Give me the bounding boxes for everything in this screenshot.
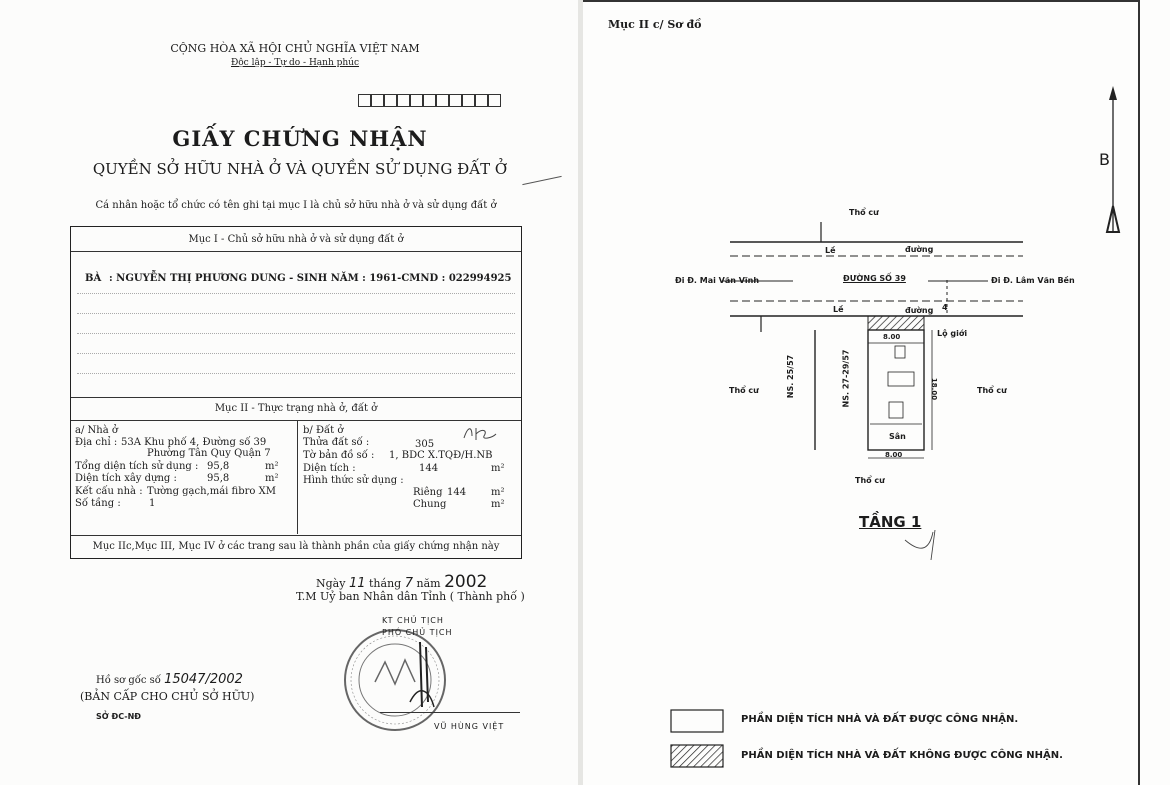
label-le-top: Lề — [825, 246, 836, 255]
legend-not-recognized: PHẦN DIỆN TÍCH NHÀ VÀ ĐẤT KHÔNG ĐƯỢC CÔNG NHẬN. — [741, 750, 1063, 761]
label-dim-bottom: 8.00 — [885, 451, 903, 459]
certificate-table — [70, 226, 522, 559]
motto: Độc lập - Tự do - Hạnh phúc — [230, 58, 360, 68]
label-tho-cu-top: Thổ cư — [849, 208, 879, 217]
handwritten-initials — [462, 424, 502, 442]
built-area-label: Diện tích xây dựng : — [75, 473, 177, 484]
serial-box — [397, 94, 410, 107]
serial-box — [358, 94, 371, 107]
label-dim-street: 4 — [942, 303, 948, 312]
label-dim-right: 18.00 — [930, 377, 939, 401]
land-area-label: Diện tích : — [303, 463, 356, 474]
serial-box — [488, 94, 501, 107]
north-label: B — [1099, 150, 1110, 169]
total-area-label: Tổng diện tích sử dụng : — [75, 461, 199, 472]
serial-box — [449, 94, 462, 107]
legend-recognized: PHẦN DIỆN TÍCH NHÀ VÀ ĐẤT ĐƯỢC CÔNG NHẬN. — [741, 714, 1019, 725]
certificate-front-page — [0, 0, 578, 785]
date-year: 2002 — [444, 572, 488, 592]
label-right-road: Đi Đ. Lâm Văn Bền — [991, 276, 1075, 285]
section2-title: Mục II - Thực trạng nhà ở, đất ở — [214, 403, 378, 414]
plot-value: 305 — [415, 439, 435, 450]
site-plan — [583, 0, 1170, 785]
footnote: Mục IIc,Mục III, Mục IV ở các trang sau là thành phần của giấy chứng nhận này — [92, 541, 500, 552]
file-label: Hồ sơ gốc số — [96, 675, 161, 686]
map-sheet-value: 1, BDC X.TQĐ/H.NB — [389, 450, 493, 461]
pen-mark — [522, 176, 561, 185]
national-title: CỘNG HÒA XÃ HỘI CHỦ NGHĨA VIỆT NAM — [170, 42, 420, 55]
file-number — [96, 672, 243, 687]
serial-box — [423, 94, 436, 107]
owner-line: : NGUYỄN THỊ PHƯƠNG DUNG - SINH NĂM : 1961-CMND : 022994925 — [109, 273, 512, 284]
built-area-unit: m² — [265, 473, 279, 484]
label-dim-top: 8.00 — [883, 333, 901, 341]
date-month-label: tháng — [369, 577, 402, 590]
label-duong-top: đường — [905, 245, 934, 254]
structure-value: Tường gạch,mái fibro XM — [147, 486, 276, 497]
file-value: 15047/2002 — [164, 672, 243, 687]
label-tho-cu-left: Thổ cư — [729, 386, 759, 395]
date-day: 11 — [348, 576, 366, 591]
certificate-title: GIẤY CHỨNG NHẬN — [172, 126, 428, 151]
total-area-unit: m² — [265, 461, 279, 472]
label-le-bottom: Lề — [833, 305, 844, 314]
signature-line — [380, 712, 520, 713]
intro-text: Cá nhân hoặc tổ chức có tên ghi tại mục I là chủ sở hữu nhà ở và sử dụng đất ở — [95, 200, 497, 211]
floors-value: 1 — [149, 498, 156, 509]
certificate-map-page — [583, 0, 1170, 785]
serial-box — [436, 94, 449, 107]
private-value: 144 — [447, 487, 467, 498]
label-left-lot: NS. 25/57 — [786, 354, 796, 399]
total-area-value: 95,8 — [207, 461, 230, 472]
address-line2: Phường Tân Quy Quận 7 — [147, 448, 271, 459]
shared-label: Chung — [413, 499, 447, 510]
plot-label: Thửa đất số : — [303, 437, 370, 448]
dept: SỞ ĐC-NĐ — [96, 712, 142, 721]
serial-box — [410, 94, 423, 107]
floor-label: TẦNG 1 — [859, 513, 922, 531]
signer-title-2: PHÓ CHỦ TỊCH — [382, 628, 453, 637]
structure-label: Kết cấu nhà : — [75, 486, 143, 497]
label-left-road: Đi Đ. Mai Văn Vĩnh — [675, 276, 760, 285]
date-prefix: Ngày — [316, 577, 346, 590]
date-month: 7 — [404, 576, 413, 591]
section1-title: Mục I - Chủ sở hữu nhà ở và sử dụng đất ở — [188, 234, 404, 245]
house-heading: a/ Nhà ở — [75, 425, 118, 436]
label-right-lot: NS. 27-29/57 — [841, 349, 851, 408]
private-label: Riêng — [413, 487, 443, 498]
address-line1: 53A Khu phố 4, Đường số 39 — [121, 437, 267, 448]
signer-name: VŨ HÙNG VIỆT — [434, 722, 505, 731]
date-year-label: năm — [416, 577, 441, 590]
shared-unit: m² — [491, 499, 505, 510]
land-heading: b/ Đất ở — [303, 425, 344, 436]
copy-note: (BẢN CẤP CHO CHỦ SỞ HỮU) — [80, 690, 255, 703]
label-street: ĐƯỜNG SỐ 39 — [843, 274, 906, 283]
label-lo-gioi: Lộ giới — [937, 329, 968, 338]
built-area-value: 95,8 — [207, 473, 230, 484]
serial-box — [371, 94, 384, 107]
label-duong-bottom: đường — [905, 306, 934, 315]
map-sheet-label: Tờ bản đồ số : — [303, 450, 375, 461]
map-header: Mục II c/ Sơ đồ — [608, 18, 702, 31]
label-san: Sân — [889, 432, 906, 441]
serial-box — [384, 94, 397, 107]
label-tho-cu-right: Thổ cư — [977, 386, 1007, 395]
owner-prefix: BÀ — [85, 273, 102, 284]
signer-title-1: KT CHỦ TỊCH — [382, 616, 444, 625]
certificate-subtitle: QUYỀN SỞ HỮU NHÀ Ở VÀ QUYỀN SỬ DỤNG ĐẤT Ở — [92, 160, 508, 178]
land-area-unit: m² — [491, 463, 505, 474]
private-unit: m² — [491, 487, 505, 498]
serial-number-boxes — [358, 94, 501, 107]
usage-label: Hình thức sử dụng : — [303, 475, 404, 486]
land-area-value: 144 — [419, 463, 439, 474]
label-tho-cu-bottom: Thổ cư — [855, 476, 885, 485]
issue-date — [316, 572, 487, 592]
serial-box — [462, 94, 475, 107]
address-label: Địa chỉ : — [75, 437, 118, 448]
serial-box — [475, 94, 488, 107]
floors-label: Số tầng : — [75, 498, 121, 509]
issuer: T.M Uỷ ban Nhân dân Tỉnh ( Thành phố ) — [296, 590, 525, 603]
